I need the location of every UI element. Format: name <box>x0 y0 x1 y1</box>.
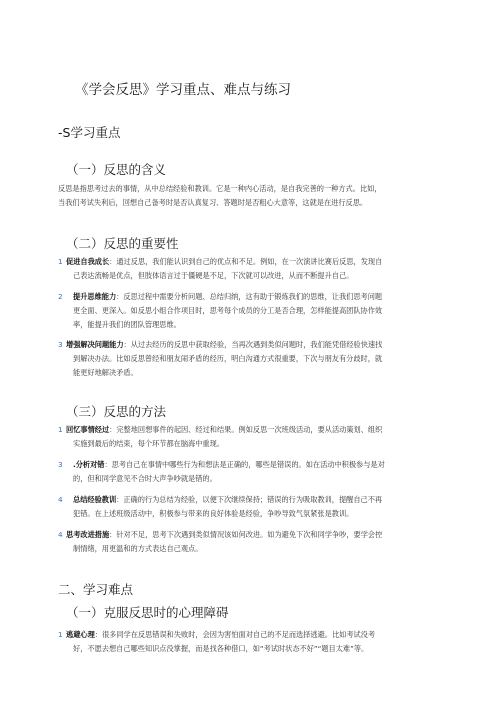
list-item-lead: 总结经验教训 <box>73 495 117 504</box>
list-item-text: 能更好地解决矛盾。 <box>73 368 138 377</box>
subheading-methods: （三）反思的方法 <box>66 404 167 419</box>
list-item-lead: .分析对错 <box>73 460 105 469</box>
list-item-text: 率，能提升我们的团队管理思维。 <box>73 320 181 329</box>
list-number: 3 <box>58 340 63 349</box>
list-item-lead: 增强解决问题能力 <box>66 340 124 349</box>
list-item-text: ：正确的行为总结为经验，以便下次继续保持；错误的行为吸取教训，提醒自己不再 <box>116 495 383 504</box>
list-item-method-4 <box>58 528 448 556</box>
list-item-text: 到解决办法。比如反思曾经和朋友闹矛盾的经历，明白沟通方式很重要，下次与朋友有分歧时，就 <box>73 354 383 363</box>
list-item-text: 实施到最后的结束，每个环节都在脑海中重现。 <box>73 439 224 448</box>
list-item-method-2 <box>58 458 448 486</box>
list-item-text: 制情绪，用更温和的方式表达自己观点。 <box>73 544 203 553</box>
list-item-text: ：反思过程中需要分析问题、总结归纳，这有助于锻炼我们的思维，让我们思考问题 <box>116 292 383 301</box>
list-number: 4 <box>58 530 63 539</box>
list-item-importance-1 <box>58 255 448 283</box>
list-number: 3 <box>58 460 63 469</box>
list-number: 1 <box>58 425 63 434</box>
list-item-text: ：从过去经历的反思中获取经验，当再次遇到类似问题时，我们能凭借经验快速找 <box>123 340 383 349</box>
list-item-text: ：完整地回想事件的起因、经过和结果。例如反思一次班级活动，要从活动策划、组织 <box>109 425 383 434</box>
list-item-importance-2 <box>58 290 448 332</box>
list-number: 4 <box>58 495 63 504</box>
list-item-importance-3 <box>58 338 448 380</box>
list-number: 1 <box>58 630 63 639</box>
list-item-lead: 回忆事情经过 <box>66 425 110 434</box>
paragraph-line: 当我们考试失利后，回想自己备考时是否认真复习、答题时是否粗心大意等，这就是在进行反思。 <box>58 198 368 207</box>
list-item-text: 犯错。在上述班级活动中，积极参与带来的良好体验是经验，争吵导致气氛紧张是教训。 <box>73 509 354 518</box>
list-item-text: 的，但和同学意见不合时大声争吵就是错的。 <box>73 474 217 483</box>
list-item-text: 更全面、更深入。如反思小组合作项目时，思考每个成员的分工是否合理，怎样能提高团队协作效 <box>73 306 383 315</box>
list-item-lead: 思考改进措施 <box>66 530 110 539</box>
subheading-psychological-barriers: （一）克服反思时的心理障碍 <box>66 605 229 620</box>
subheading-importance: （二）反思的重要性 <box>66 236 179 251</box>
list-item-method-3 <box>58 493 448 521</box>
list-item-text: 己表达流畅是优点，但肢体语言过于僵硬是不足，下次就可以改进，从而不断提升自己。 <box>73 271 354 280</box>
document-title: 《学会反思》学习重点、难点与练习 <box>75 82 291 98</box>
list-item-method-1 <box>58 423 448 451</box>
list-item-barrier-1 <box>58 628 448 656</box>
list-number: 2 <box>58 292 63 301</box>
section-heading-key-points: -S学习重点 <box>58 125 121 140</box>
list-item-text: ：思考自己在事情中哪些行为和想法是正确的，哪些是错误的。如在活动中积极参与是对 <box>104 460 385 469</box>
list-item-lead: 逃避心理 <box>66 630 95 639</box>
list-item-text: ：通过反思，我们能认识到自己的优点和不足。例如，在一次演讲比赛后反思，发现自 <box>109 257 383 266</box>
section-heading-difficulties: 二、学习难点 <box>58 582 134 597</box>
paragraph-meaning <box>58 182 453 210</box>
list-item-text: ：很多同学在反思错误和失败时，会因为害怕面对自己的不足而选择逃避。比如考试没考 <box>94 630 376 639</box>
list-item-text: 好，不愿去想自己哪些知识点没掌握，而是找各种借口，如“考试时状态不好”“题目太难”等。 <box>73 644 369 653</box>
list-item-lead: 促进自我成长 <box>66 257 110 266</box>
paragraph-line: 反思是指思考过去的事情，从中总结经验和教训。它是一种内心活动，是自我完善的一种方式。比如， <box>58 184 382 193</box>
list-item-text: ：针对不足，思考下次遇到类似情况该如何改进。如为避免下次和同学争吵，要学会控 <box>109 530 383 539</box>
subheading-meaning: （一）反思的含义 <box>66 162 167 177</box>
list-number: 1 <box>58 257 63 266</box>
list-item-lead: 提升思维能力 <box>73 292 117 301</box>
